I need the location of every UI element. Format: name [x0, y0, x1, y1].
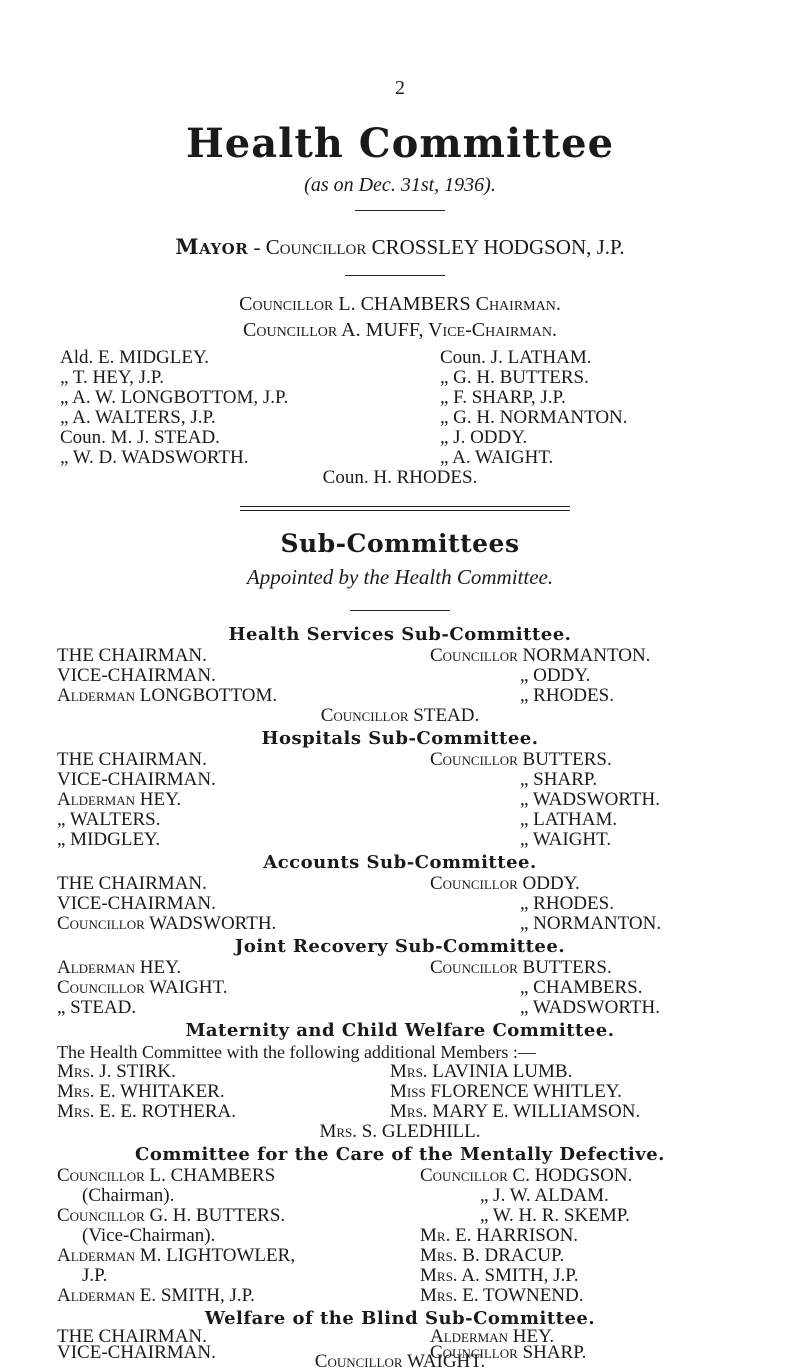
- divider: [350, 610, 450, 611]
- member: Councillor NORMANTON.: [430, 645, 651, 666]
- member: Mrs. LAVINIA LUMB.: [390, 1061, 573, 1082]
- member: Councillor WAIGHT.: [314, 1351, 486, 1372]
- member: Councillor WADSWORTH.: [57, 913, 277, 934]
- member: Councillor ODDY.: [430, 873, 580, 894]
- member: „ A. W. LONGBOTTOM, J.P.: [60, 387, 289, 408]
- member: „ WADSWORTH.: [520, 789, 660, 810]
- member: Mrs. J. STIRK.: [57, 1061, 176, 1082]
- member: „ CHAMBERS.: [520, 977, 643, 998]
- member: Mrs. E. E. ROTHERA.: [57, 1101, 236, 1122]
- member: Mrs. A. SMITH, J.P.: [420, 1265, 579, 1286]
- member: „ SHARP.: [520, 769, 598, 790]
- member: Alderman HEY.: [430, 1326, 555, 1347]
- divider: [345, 275, 445, 276]
- member: „ WADSWORTH.: [520, 997, 660, 1018]
- member: Mr. E. HARRISON.: [420, 1225, 579, 1246]
- member: „ WALTERS.: [57, 809, 161, 830]
- member: „ MIDGLEY.: [57, 829, 161, 850]
- member: Councillor SHARP.: [430, 1342, 587, 1363]
- member: Ald. E. MIDGLEY.: [60, 347, 210, 368]
- member: Alderman HEY.: [57, 789, 182, 810]
- chairman-line: Councillor L. CHAMBERS Chairman.: [239, 293, 561, 315]
- member: „ F. SHARP, J.P.: [440, 387, 566, 408]
- blind-heading: Welfare of the Blind Sub-Committee.: [204, 1308, 596, 1329]
- member: Alderman E. SMITH, J.P.: [57, 1285, 255, 1306]
- mentally-defective-heading: Committee for the Care of the Mentally Defective.: [135, 1144, 665, 1165]
- member: Councillor STEAD.: [320, 705, 480, 726]
- member: „ STEAD.: [57, 997, 137, 1018]
- mayor-label: Mayor: [175, 234, 249, 259]
- member: THE CHAIRMAN.: [57, 873, 207, 894]
- member-role: (Vice-Chairman).: [82, 1225, 216, 1246]
- member: Mrs. E. TOWNEND.: [420, 1285, 584, 1306]
- as-of-date: (as on Dec. 31st, 1936).: [304, 174, 496, 196]
- member: „ A. WAIGHT.: [440, 447, 554, 468]
- member: „ T. HEY, J.P.: [60, 367, 164, 388]
- page-number: 2: [395, 77, 405, 99]
- member: Mrs. S. GLEDHILL.: [319, 1121, 481, 1142]
- member-role: (Chairman).: [82, 1185, 175, 1206]
- joint-recovery-heading: Joint Recovery Sub-Committee.: [234, 936, 566, 957]
- member: VICE-CHAIRMAN.: [57, 665, 216, 686]
- member: Councillor BUTTERS.: [430, 749, 612, 770]
- member: VICE-CHAIRMAN.: [57, 1342, 216, 1363]
- member: Alderman HEY.: [57, 957, 182, 978]
- member: Mrs. MARY E. WILLIAMSON.: [390, 1101, 641, 1122]
- member: „ LATHAM.: [520, 809, 618, 830]
- member: Miss FLORENCE WHITLEY.: [390, 1081, 622, 1102]
- member: „ J. W. ALDAM.: [480, 1185, 609, 1206]
- member: „ W. D. WADSWORTH.: [60, 447, 249, 468]
- member: Councillor L. CHAMBERS: [57, 1165, 276, 1186]
- divider: [355, 210, 445, 211]
- member: Mrs. B. DRACUP.: [420, 1245, 565, 1266]
- member: „ W. H. R. SKEMP.: [480, 1205, 630, 1226]
- member: Councillor BUTTERS.: [430, 957, 612, 978]
- member: Coun. J. LATHAM.: [440, 347, 592, 368]
- member: „ A. WALTERS, J.P.: [60, 407, 216, 428]
- mayor-sep: -: [253, 235, 261, 259]
- member-last: Coun. H. RHODES.: [322, 467, 478, 488]
- member: Coun. M. J. STEAD.: [60, 427, 220, 448]
- member: Councillor WAIGHT.: [57, 977, 228, 998]
- member: „ NORMANTON.: [520, 913, 662, 934]
- subcommittees-title: Sub-Committees: [280, 529, 520, 558]
- member: VICE-CHAIRMAN.: [57, 769, 216, 790]
- member: „ G. H. NORMANTON.: [440, 407, 628, 428]
- member: „ WAIGHT.: [520, 829, 612, 850]
- member: „ ODDY.: [520, 665, 591, 686]
- accounts-heading: Accounts Sub-Committee.: [263, 852, 537, 873]
- member: „ RHODES.: [520, 685, 614, 706]
- health-services-heading: Health Services Sub-Committee.: [228, 624, 572, 645]
- page-title: Health Committee: [185, 120, 615, 167]
- double-rule-bottom: [240, 510, 570, 511]
- hospitals-heading: Hospitals Sub-Committee.: [261, 728, 539, 749]
- member: Alderman LONGBOTTOM.: [57, 685, 278, 706]
- subcommittees-subtitle: Appointed by the Health Committee.: [246, 565, 554, 589]
- member: „ G. H. BUTTERS.: [440, 367, 589, 388]
- vice-chairman-line: Councillor A. MUFF, Vice-Chairman.: [243, 319, 557, 341]
- mayor-line: [0, 234, 800, 259]
- mayor-name: Councillor CROSSLEY HODGSON, J.P.: [265, 235, 625, 259]
- member: Alderman M. LIGHTOWLER,: [57, 1245, 296, 1266]
- member: THE CHAIRMAN.: [57, 1326, 207, 1347]
- member: VICE-CHAIRMAN.: [57, 893, 216, 914]
- member-title: J.P.: [82, 1265, 108, 1286]
- maternity-heading: Maternity and Child Welfare Committee.: [185, 1020, 615, 1041]
- member: Mrs. E. WHITAKER.: [57, 1081, 225, 1102]
- member: THE CHAIRMAN.: [57, 645, 207, 666]
- member: Councillor C. HODGSON.: [420, 1165, 633, 1186]
- member: THE CHAIRMAN.: [57, 749, 207, 770]
- member: „ J. ODDY.: [440, 427, 528, 448]
- double-rule-top: [240, 506, 570, 507]
- member: Councillor G. H. BUTTERS.: [57, 1205, 286, 1226]
- member: „ RHODES.: [520, 893, 614, 914]
- maternity-intro: The Health Committee with the following additional Members :—: [57, 1042, 536, 1062]
